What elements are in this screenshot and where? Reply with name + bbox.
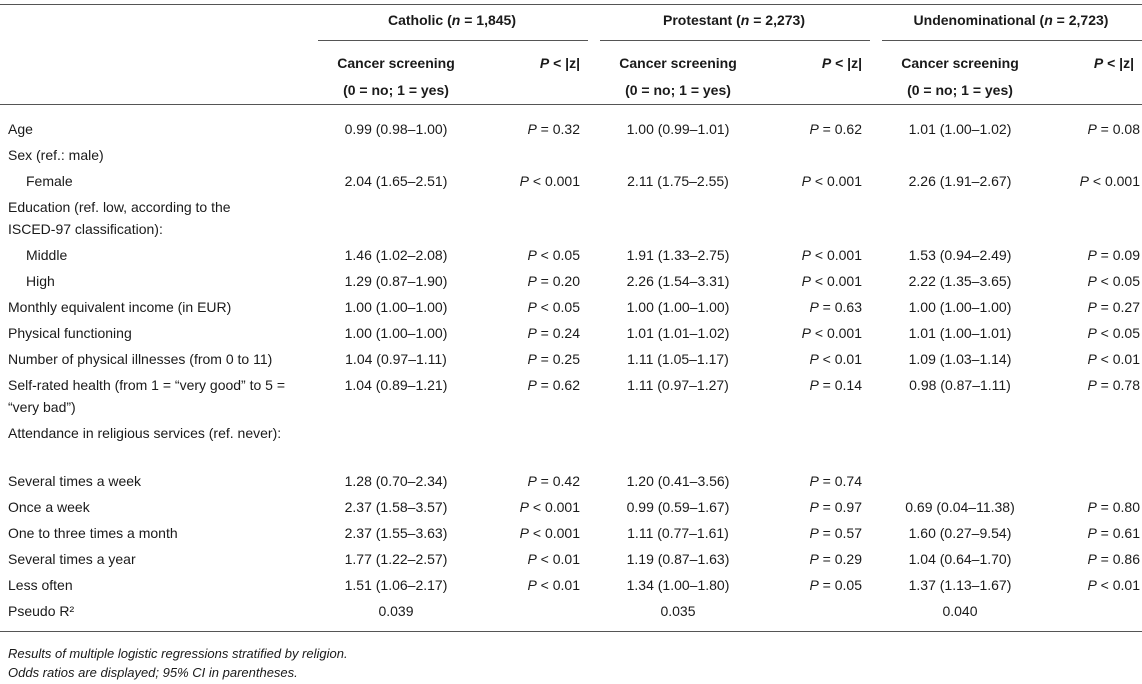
odds-ratio-cell: 1.11 (0.77–1.61) [627,525,729,541]
row-label: Education (ref. low, according to the ISCED-97 classification): [8,199,231,237]
table-row [0,296,1142,322]
table-row [0,270,1142,296]
p-value-cell: P < 0.001 [519,499,580,515]
p-value-cell: P = 0.24 [527,325,580,341]
table-row [0,422,1142,448]
odds-ratio-cell: 1.09 (1.03–1.14) [908,351,1012,367]
p-value-cell: P = 0.78 [1087,377,1140,393]
p-value-cell: P < 0.001 [519,525,580,541]
p-value-cell: P = 0.14 [809,377,862,393]
p-value-cell: P < 0.05 [1087,325,1140,341]
odds-ratio-cell: 2.11 (1.75–2.55) [627,173,729,189]
row-label: Several times a week [8,473,142,489]
odds-ratio-cell: 1.11 (0.97–1.27) [627,377,729,393]
subheader-screening-undenominational: Cancer screening (0 = no; 1 = yes) [901,55,1019,98]
table-note-1: Results of multiple logistic regressions stratified by religion. [8,646,348,661]
p-value-cell: P = 0.62 [527,377,580,393]
odds-ratio-cell: 1.00 (1.00–1.00) [908,299,1012,315]
odds-ratio-cell: 1.29 (0.87–1.90) [344,273,448,289]
table-note-2: Odds ratios are displayed; 95% CI in parentheses. [8,665,298,680]
subheader-pz-undenominational: P < |z| [1093,55,1134,71]
odds-ratio-cell: 0.99 (0.59–1.67) [626,499,730,515]
odds-ratio-cell: 1.60 (0.27–9.54) [908,525,1012,541]
group-underline-catholic [318,40,588,41]
row-label: One to three times a month [8,525,178,541]
row-label: Once a week [8,499,90,515]
p-value-cell: P = 0.09 [1087,247,1140,263]
odds-ratio-cell: 1.00 (1.00–1.00) [626,299,730,315]
odds-ratio-cell: 2.37 (1.58–3.57) [344,499,448,515]
odds-ratio-cell: 1.01 (1.00–1.01) [908,325,1012,341]
p-value-cell: P = 0.62 [809,121,862,137]
row-label: Less often [8,577,73,593]
group-underline-protestant [600,40,870,41]
odds-ratio-cell: 1.04 (0.64–1.70) [908,551,1012,567]
p-value-cell: P = 0.74 [809,473,862,489]
table-row [0,574,1142,600]
odds-ratio-cell: 1.04 (0.97–1.11) [345,351,447,367]
p-value-cell: P < 0.01 [1087,351,1140,367]
p-value-cell: P = 0.27 [1087,299,1140,315]
p-value-cell: P < 0.01 [1087,577,1140,593]
p-value-cell: P < 0.001 [519,173,580,189]
row-label: Female [26,173,73,189]
row-label: Pseudo R² [8,603,75,619]
odds-ratio-cell: 1.01 (1.00–1.02) [908,121,1012,137]
odds-ratio-cell: 1.28 (0.70–2.34) [344,473,448,489]
p-value-cell: P < 0.001 [801,173,862,189]
table-row [0,170,1142,196]
table-row [0,496,1142,522]
odds-ratio-cell: 1.01 (1.01–1.02) [626,325,730,341]
p-value-cell: P < 0.001 [1079,173,1140,189]
p-value-cell: P < 0.05 [527,299,580,315]
odds-ratio-cell: 1.91 (1.33–2.75) [626,247,730,263]
p-value-cell: P = 0.32 [527,121,580,137]
p-value-cell: P < 0.001 [801,247,862,263]
p-value-cell: P < 0.001 [801,273,862,289]
p-value-cell: P < 0.01 [809,351,862,367]
odds-ratio-cell: 1.46 (1.02–2.08) [344,247,448,263]
odds-ratio-cell: 1.11 (1.05–1.17) [627,351,729,367]
odds-ratio-cell: 1.77 (1.22–2.57) [344,551,448,567]
odds-ratio-cell: 1.53 (0.94–2.49) [908,247,1012,263]
odds-ratio-cell: 0.98 (0.87–1.11) [909,377,1011,393]
table-row [0,522,1142,548]
p-value-cell: P = 0.25 [527,351,580,367]
p-value-cell: P < 0.05 [527,247,580,263]
odds-ratio-cell: 0.035 [660,603,696,619]
table-row [0,470,1142,496]
p-value-cell: P = 0.61 [1087,525,1140,541]
odds-ratio-cell: 1.00 (1.00–1.00) [344,325,448,341]
subheader-pz-catholic: P < |z| [539,55,580,71]
p-value-cell: P = 0.20 [527,273,580,289]
group-underline-undenominational [882,40,1142,41]
table-row [0,600,1142,626]
row-label: Attendance in religious services (ref. never): [8,425,282,441]
odds-ratio-cell: 1.04 (0.89–1.21) [344,377,448,393]
row-label: Self-rated health (from 1 = “very good” to 5 = “very bad”) [8,377,286,415]
p-value-cell: P = 0.63 [809,299,862,315]
group-header-protestant: Protestant (n = 2,273) [662,12,806,28]
odds-ratio-cell: 0.039 [378,603,414,619]
p-value-cell: P = 0.57 [809,525,862,541]
row-label: Monthly equivalent income (in EUR) [8,299,232,315]
odds-ratio-cell: 0.99 (0.98–1.00) [344,121,448,137]
row-label: Physical functioning [8,325,132,341]
odds-ratio-cell: 1.34 (1.00–1.80) [626,577,730,593]
subheader-screening-protestant: Cancer screening (0 = no; 1 = yes) [619,55,737,98]
table-row [0,144,1142,170]
odds-ratio-cell: 2.26 (1.54–3.31) [626,273,730,289]
odds-ratio-cell: 1.00 (0.99–1.01) [626,121,730,137]
odds-ratio-cell: 2.26 (1.91–2.67) [908,173,1012,189]
top-rule [0,4,1142,5]
p-value-cell: P < 0.01 [527,577,580,593]
subheader-screening-catholic: Cancer screening (0 = no; 1 = yes) [337,55,455,98]
odds-ratio-cell: 1.20 (0.41–3.56) [626,473,730,489]
row-label: Number of physical illnesses (from 0 to 11) [8,351,273,367]
header-rule [0,104,1142,105]
odds-ratio-cell: 1.19 (0.87–1.63) [626,551,730,567]
table-row [0,348,1142,374]
table-row [0,374,1142,415]
odds-ratio-cell: 2.22 (1.35–3.65) [908,273,1012,289]
row-label: Age [8,121,33,137]
p-value-cell: P = 0.29 [809,551,862,567]
odds-ratio-cell: 1.51 (1.06–2.17) [344,577,448,593]
p-value-cell: P = 0.08 [1087,121,1140,137]
row-label: Several times a year [8,551,136,567]
p-value-cell: P = 0.05 [809,577,862,593]
p-value-cell: P < 0.001 [801,325,862,341]
odds-ratio-cell: 2.37 (1.55–3.63) [344,525,448,541]
p-value-cell: P = 0.86 [1087,551,1140,567]
odds-ratio-cell: 1.00 (1.00–1.00) [344,299,448,315]
odds-ratio-cell: 0.040 [942,603,978,619]
table-row [0,118,1142,144]
bottom-rule [0,631,1142,632]
p-value-cell: P = 0.80 [1087,499,1140,515]
group-header-catholic: Catholic (n = 1,845) [387,12,517,28]
p-value-cell: P < 0.05 [1087,273,1140,289]
group-header-undenominational: Undenominational (n = 2,723) [913,12,1109,28]
odds-ratio-cell: 2.04 (1.65–2.51) [344,173,448,189]
row-label: High [26,273,55,289]
p-value-cell: P = 0.97 [809,499,862,515]
odds-ratio-cell: 1.37 (1.13–1.67) [908,577,1012,593]
row-label: Middle [26,247,68,263]
p-value-cell: P < 0.01 [527,551,580,567]
table-row [0,322,1142,348]
odds-ratio-cell: 0.69 (0.04–11.38) [905,499,1015,515]
subheader-pz-protestant: P < |z| [821,55,862,71]
table-row [0,196,1142,237]
table-row [0,244,1142,270]
table-row [0,548,1142,574]
p-value-cell: P = 0.42 [527,473,580,489]
row-label: Sex (ref.: male) [8,147,104,163]
